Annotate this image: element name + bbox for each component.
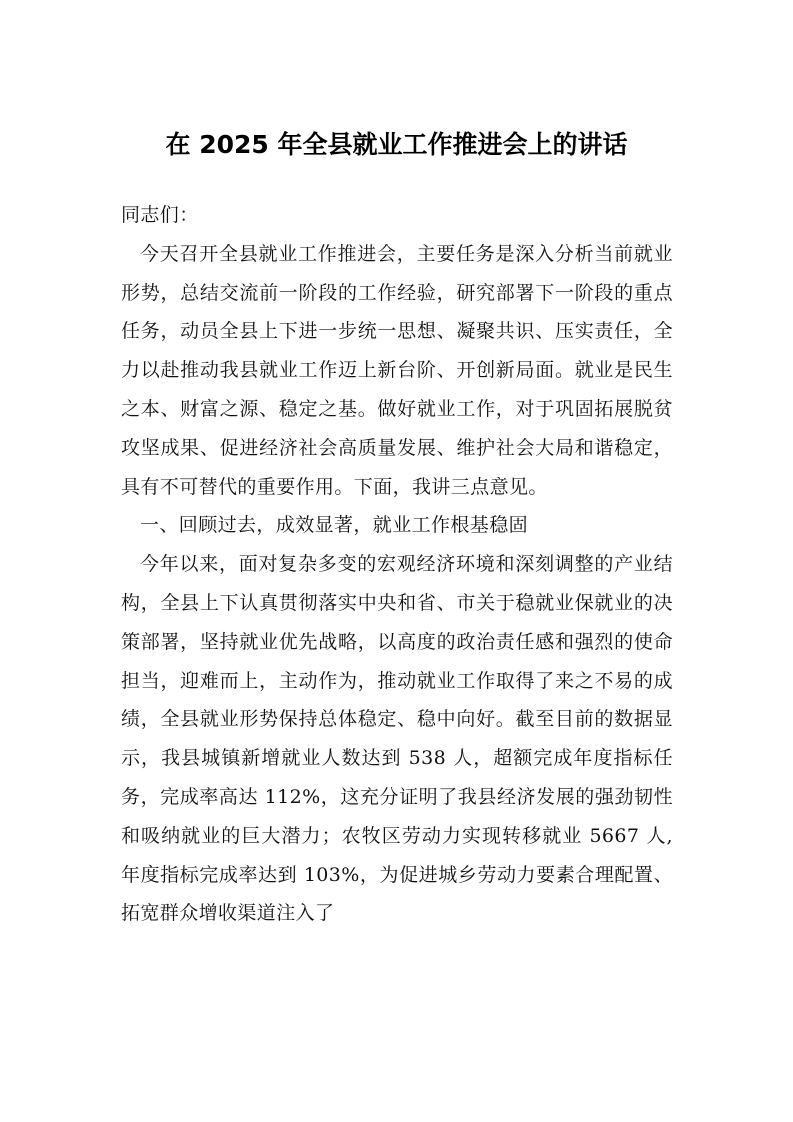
section-heading: 一、回顾过去，成效显著，就业工作根基稳固: [140, 514, 529, 537]
salutation: 同志们：: [121, 204, 199, 226]
section-paragraph: 今年以来，面对复杂多变的宏观经济环境和深刻调整的产业结构，全县上下认真贯彻落实中央和省、市关于稳就业保就业的决策部署，坚持就业优先战略，以高度的政治责任感和强烈的使命担当，迎难而上，主动作为，推动就业工作取得了来之不易的成绩，全县就业形势保持总体稳定、稳中向好。截至目前的数据显示，我县城镇新增就业人数达到 538 人，超额完成年度指标任务，完成率高达 112%，这充分证明了我县经济发展的强劲韧性和吸纳就业的巨大潜力；农牧区劳动力实现转移就业 5667 人,年度指标完成率达到 103%，为促进城乡劳动力要素合理配置、拓宽群众增收渠道注入了: [121, 553, 673, 925]
document-title: 在 2025 年全县就业工作推进会上的讲话: [165, 130, 628, 159]
opening-paragraph: 今天召开全县就业工作推进会，主要任务是深入分析当前就业形势，总结交流前一阶段的工作经验，研究部署下一阶段的重点任务，动员全县上下进一步统一思想、凝聚共识、压实责任，全力以赴推动我县就业工作迈上新台阶、开创新局面。就业是民生之本、财富之源、稳定之基。做好就业工作，对于巩固拓展脱贫攻坚成果、促进经济社会高质量发展、维护社会大局和谐稳定，具有不可替代的重要作用。下面，我讲三点意见。: [121, 242, 673, 498]
document-body: [121, 196, 673, 933]
